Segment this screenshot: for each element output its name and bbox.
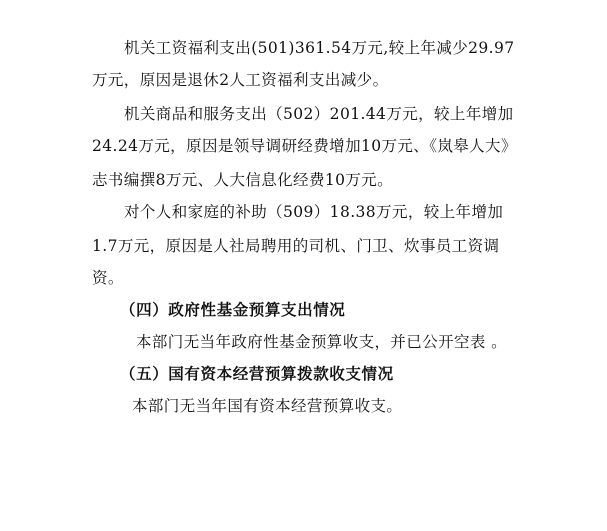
paragraph-wage-welfare-line-2: 万元，原因是退休2人工资福利支出减少。 (92, 71, 389, 89)
section-4-body: 本部门无当年政府性基金预算收支，并已公开空表 。 (136, 333, 508, 351)
paragraph-goods-services-line-1: 机关商品和服务支出（502）201.44万元，较上年增加 (124, 105, 514, 123)
paragraph-wage-welfare-line-1: 机关工资福利支出(501)361.54万元,较上年减少29.97 (124, 39, 515, 57)
paragraph-subsidies-line-3: 资。 (92, 269, 124, 287)
paragraph-goods-services-line-3: 志书编撰8万元、人大信息化经费10万元。 (92, 171, 394, 189)
paragraph-subsidies-line-1: 对个人和家庭的补助（509）18.38万元，较上年增加 (124, 203, 504, 221)
section-5-body: 本部门无当年国有资本经营预算收支。 (132, 397, 403, 415)
paragraph-subsidies-line-2: 1.7万元，原因是人社局聘用的司机、门卫、炊事员工资调 (92, 237, 500, 255)
section-5-heading: （五）国有资本经营预算拨款收支情况 (120, 365, 394, 383)
paragraph-goods-services-line-2: 24.24万元，原因是领导调研经费增加10万元、《岚皋人大》 (92, 137, 517, 155)
section-4-heading: （四）政府性基金预算支出情况 (120, 301, 346, 319)
